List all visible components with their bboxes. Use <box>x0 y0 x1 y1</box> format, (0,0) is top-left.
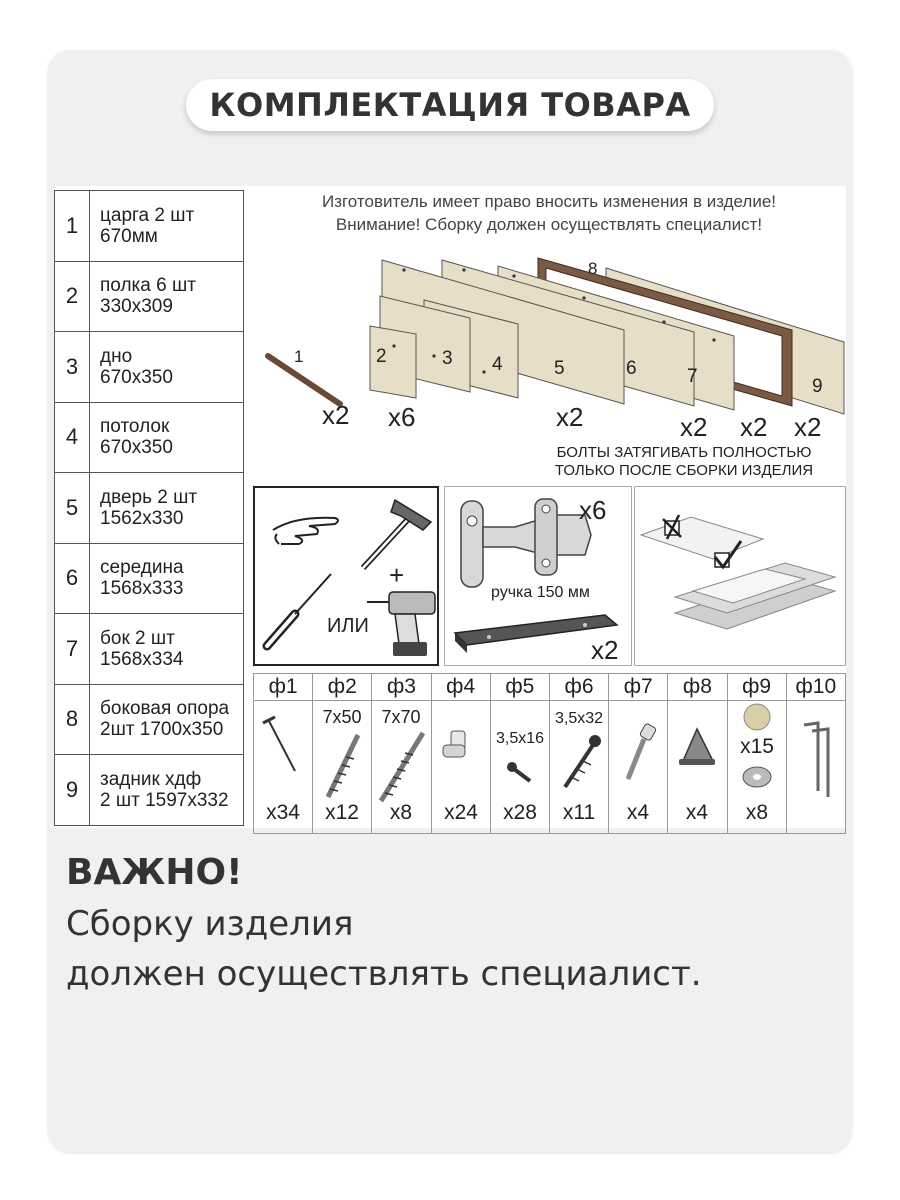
fitting-cell <box>254 701 313 834</box>
fitting-code: ф6 <box>549 674 608 701</box>
parts-row <box>55 614 244 685</box>
plus-text: + <box>389 560 405 590</box>
diagram-label: 6 <box>626 358 637 379</box>
parts-row <box>55 473 244 544</box>
manufacturer-notice: Изготовитель имеет право вносить изменения в изделие! Внимание! Сборку должен осуществлять специалист! <box>321 192 777 234</box>
wrong-sheet-icon <box>641 517 763 559</box>
fitting-size: 3,5x32 <box>555 710 604 727</box>
hand-icon <box>273 518 338 544</box>
diagram-label: 2 <box>376 346 387 367</box>
fitting-cell <box>727 701 786 834</box>
fitting-code: ф7 <box>609 674 668 701</box>
diagram-label: 3 <box>442 348 453 369</box>
important-line-2: должен осуществлять специалист. <box>66 954 702 994</box>
diagram-qty: x2 <box>680 412 708 442</box>
parts-row <box>55 543 244 614</box>
diagram-qty: x2 <box>556 402 584 432</box>
part-description: дверь 2 шт 1562x330 <box>90 473 244 544</box>
or-text: ИЛИ <box>327 615 369 637</box>
fitting-qty: x4 <box>627 801 650 824</box>
fitting-size: 7x50 <box>322 707 362 727</box>
hinge-qty: x6 <box>579 495 607 525</box>
part-description: полка 6 шт 330x309 <box>90 261 244 332</box>
fitting-code: ф8 <box>668 674 727 701</box>
fitting-qty: x34 <box>266 801 301 824</box>
fitting-qty: x12 <box>325 801 360 824</box>
fitting-cell <box>786 701 845 834</box>
fitting-code: ф10 <box>786 674 845 701</box>
part-number: 1 <box>55 191 90 262</box>
screwdriver-icon <box>267 574 331 646</box>
part-description: середина 1568x333 <box>90 543 244 614</box>
fittings-items-row <box>254 701 846 834</box>
page-title: КОМПЛЕКТАЦИЯ ТОВАРА <box>209 86 691 124</box>
fitting-code: ф4 <box>431 674 490 701</box>
shelf-pin-icon <box>443 731 465 757</box>
part-description: царга 2 шт 670мм <box>90 191 244 262</box>
parts-row <box>55 191 244 262</box>
wood-screw-icon <box>565 735 601 787</box>
hinge-icon <box>461 499 591 587</box>
hammer-icon <box>363 500 431 568</box>
part-number: 2 <box>55 261 90 332</box>
parts-table <box>54 190 244 826</box>
fitting-qty: x8 <box>745 801 768 824</box>
fitting-cell <box>609 701 668 834</box>
fitting-code: ф5 <box>490 674 549 701</box>
part-number: 7 <box>55 614 90 685</box>
fitting-code: ф9 <box>727 674 786 701</box>
parts-row <box>55 402 244 473</box>
fitting-size: 7x70 <box>381 707 421 727</box>
part-number: 4 <box>55 402 90 473</box>
fitting-cell <box>372 701 431 834</box>
panels-diagram <box>254 246 846 446</box>
part-number: 6 <box>55 543 90 614</box>
fitting-qty: x4 <box>686 801 709 824</box>
confirmat-screw-icon <box>328 735 358 797</box>
cap-icon <box>744 704 770 730</box>
cross-check-icon <box>663 515 681 539</box>
parts-row <box>55 755 244 826</box>
part-description: бок 2 шт 1568x334 <box>90 614 244 685</box>
diagram-label: 5 <box>554 358 565 379</box>
diagram-qty: x2 <box>794 412 822 442</box>
diagram-qty: x2 <box>322 400 350 430</box>
part-description: задник хдф 2 шт 1597x332 <box>90 755 244 826</box>
important-line-1: Сборку изделия <box>66 904 354 944</box>
fitting-cell <box>668 701 727 834</box>
confirmat-screw-icon <box>381 733 423 801</box>
diagram-label: 4 <box>492 354 503 375</box>
fitting-size: 3,5x16 <box>495 730 544 747</box>
nail-icon <box>263 717 295 771</box>
part-number: 8 <box>55 684 90 755</box>
parts-row <box>55 332 244 403</box>
important-heading: ВАЖНО! <box>66 852 243 893</box>
rail-part <box>268 356 340 404</box>
glide-icon <box>679 729 715 765</box>
fitting-cell <box>549 701 608 834</box>
bolts-notice: БОЛТЫ ЗАТЯГИВАТЬ ПОЛНОСТЬЮ ТОЛЬКО ПОСЛЕ СБОРКИ ИЗДЕЛИЯ <box>554 444 814 479</box>
fitting-qty: x28 <box>502 801 537 824</box>
diagram-label: 8 <box>588 259 598 278</box>
fitting-cell <box>313 701 372 834</box>
part-description: потолок 670x350 <box>90 402 244 473</box>
part-number: 3 <box>55 332 90 403</box>
hinge-panel <box>444 486 632 666</box>
diagram-qty: x6 <box>388 402 416 432</box>
diagram-qty: x2 <box>740 412 768 442</box>
fitting-qty: x8 <box>390 801 413 824</box>
handle-qty: x2 <box>591 635 619 663</box>
diagram-label: 9 <box>812 376 823 397</box>
diagram-label: 7 <box>687 366 698 387</box>
fittings-table <box>253 673 846 834</box>
part-description: дно 670x350 <box>90 332 244 403</box>
fittings-header-row <box>254 674 846 701</box>
fitting-code: ф3 <box>372 674 431 701</box>
fitting-qty: x24 <box>443 801 478 824</box>
tools-panel <box>253 486 439 666</box>
short-screw-icon <box>507 762 530 781</box>
fitting-code: ф1 <box>254 674 313 701</box>
fitting-qty: x15 <box>739 735 774 758</box>
washer-icon <box>743 767 771 787</box>
fitting-qty: x11 <box>562 801 596 824</box>
diagram-label: 1 <box>294 347 304 366</box>
placement-panel <box>634 486 846 666</box>
assembly-sheet <box>54 186 846 828</box>
bolt-icon <box>628 723 657 779</box>
part-description: боковая опора 2шт 1700x350 <box>90 684 244 755</box>
part-number: 9 <box>55 755 90 826</box>
parts-row <box>55 261 244 332</box>
hex-key-icon <box>804 723 828 797</box>
handle-label: ручка 150 мм <box>491 584 590 601</box>
part-number: 5 <box>55 473 90 544</box>
fitting-code: ф2 <box>313 674 372 701</box>
drill-icon <box>367 592 435 656</box>
fitting-cell <box>431 701 490 834</box>
title-pill <box>186 79 714 131</box>
fitting-cell <box>490 701 549 834</box>
parts-row <box>55 684 244 755</box>
